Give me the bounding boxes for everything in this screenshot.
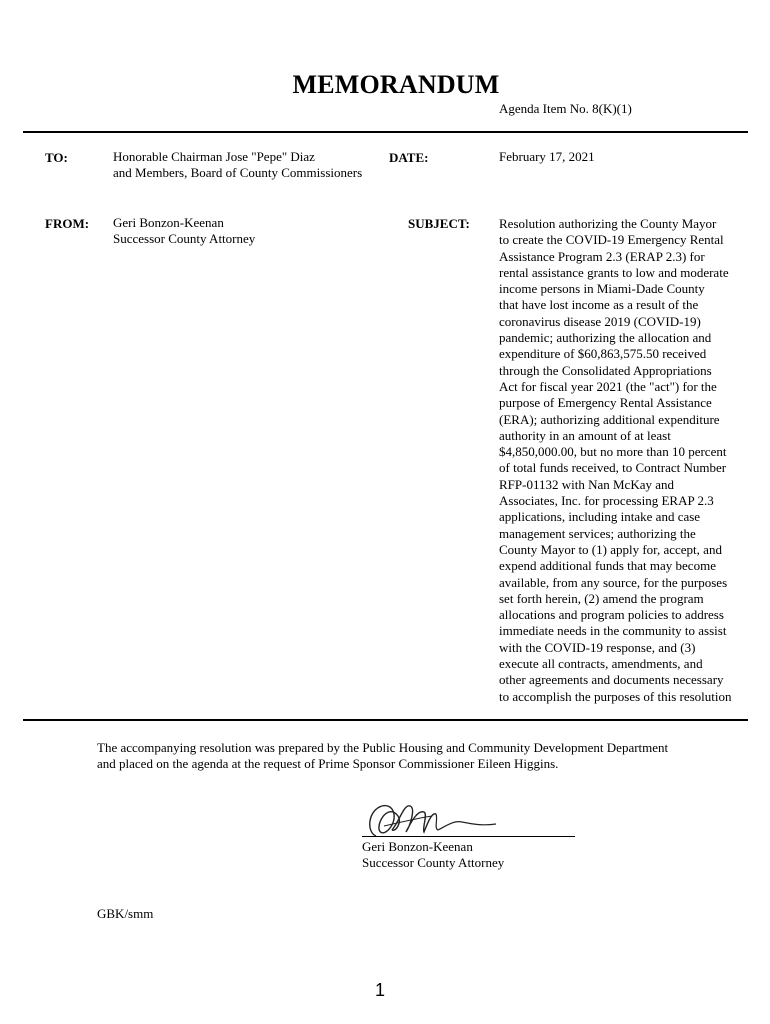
subject-line: County Mayor to (1) apply for, accept, and: [499, 541, 722, 557]
subject-line: expenditure of $60,863,575.50 received: [499, 346, 707, 362]
subject-line: applications, including intake and case: [499, 509, 701, 525]
subject-line: Associates, Inc. for processing ERAP 2.3: [499, 493, 714, 509]
subject-line: $4,850,000.00, but no more than 10 percent: [499, 444, 727, 460]
body-paragraph: [97, 740, 668, 773]
subject-divider: [23, 719, 748, 721]
subject-line: Act for fiscal year 2021 (the "act") for the: [499, 378, 717, 394]
subject-line: rental assistance grants to low and moderate: [499, 264, 729, 280]
signature-title: Successor County Attorney: [362, 855, 505, 871]
subject-line: Assistance Program 2.3 (ERAP 2.3) for: [499, 248, 705, 264]
subject-line: that have lost income as a result of the: [499, 297, 699, 313]
subject-line: execute all contracts, amendments, and: [499, 656, 703, 672]
from-sender: [113, 215, 255, 248]
subject-line: to accomplish the purposes of this resolution: [499, 688, 732, 704]
subject-line: of total funds received, to Contract Number: [499, 460, 727, 476]
subject-line: pandemic; authorizing the allocation and: [499, 330, 712, 346]
signature-block: [362, 839, 504, 872]
subject-line: set forth herein, (2) amend the program: [499, 590, 704, 606]
subject-line: (ERA); authorizing additional expenditure: [499, 411, 720, 427]
subject-line: through the Consolidated Appropriations: [499, 362, 712, 378]
header-divider: [23, 131, 748, 133]
date-value: February 17, 2021: [499, 149, 595, 164]
subject-line: immediate needs in the community to assist: [499, 623, 727, 639]
subject-line: Resolution authorizing the County Mayor: [499, 216, 717, 231]
from-line: Geri Bonzon-Keenan: [113, 215, 224, 230]
subject-line: purpose of Emergency Rental Assistance: [499, 395, 712, 411]
body-line: and placed on the agenda at the request of Prime Sponsor Commissioner Eileen Higgins.: [97, 756, 559, 772]
subject-label: SUBJECT:: [408, 216, 470, 231]
subject-line: income persons in Miami-Dade County: [499, 281, 705, 297]
typist-initials: GBK/smm: [97, 906, 154, 921]
page-number: 1: [375, 980, 386, 1000]
to-line: Honorable Chairman Jose "Pepe" Diaz: [113, 149, 315, 164]
date-label: DATE:: [389, 150, 429, 165]
subject-line: management services; authorizing the: [499, 525, 696, 541]
subject-line: available, from any source, for the purposes: [499, 574, 728, 590]
to-label: TO:: [45, 150, 68, 165]
from-label: FROM:: [45, 216, 90, 231]
memo-title: MEMORANDUM: [292, 70, 500, 99]
to-line: and Members, Board of County Commissioners: [113, 165, 363, 181]
subject-line: other agreements and documents necessary: [499, 672, 724, 688]
agenda-item-number: Agenda Item No. 8(K)(1): [499, 101, 632, 116]
subject-line: authority in an amount of at least: [499, 427, 671, 443]
subject-line: allocations and program policies to address: [499, 607, 724, 623]
subject-line: with the COVID-19 response, and (3): [499, 639, 696, 655]
body-line: The accompanying resolution was prepared by the Public Housing and Community Development Department: [97, 740, 669, 755]
signature-line: [362, 836, 575, 837]
from-line: Successor County Attorney: [113, 231, 256, 247]
to-recipient: [113, 149, 362, 182]
subject-line: RFP-01132 with Nan McKay and: [499, 476, 675, 492]
subject-line: coronavirus disease 2019 (COVID-19): [499, 313, 701, 329]
subject-line: to create the COVID-19 Emergency Rental: [499, 232, 724, 248]
subject-line: expend additional funds that may become: [499, 558, 716, 574]
subject-text: [499, 216, 746, 705]
signature-name: Geri Bonzon-Keenan: [362, 839, 473, 854]
